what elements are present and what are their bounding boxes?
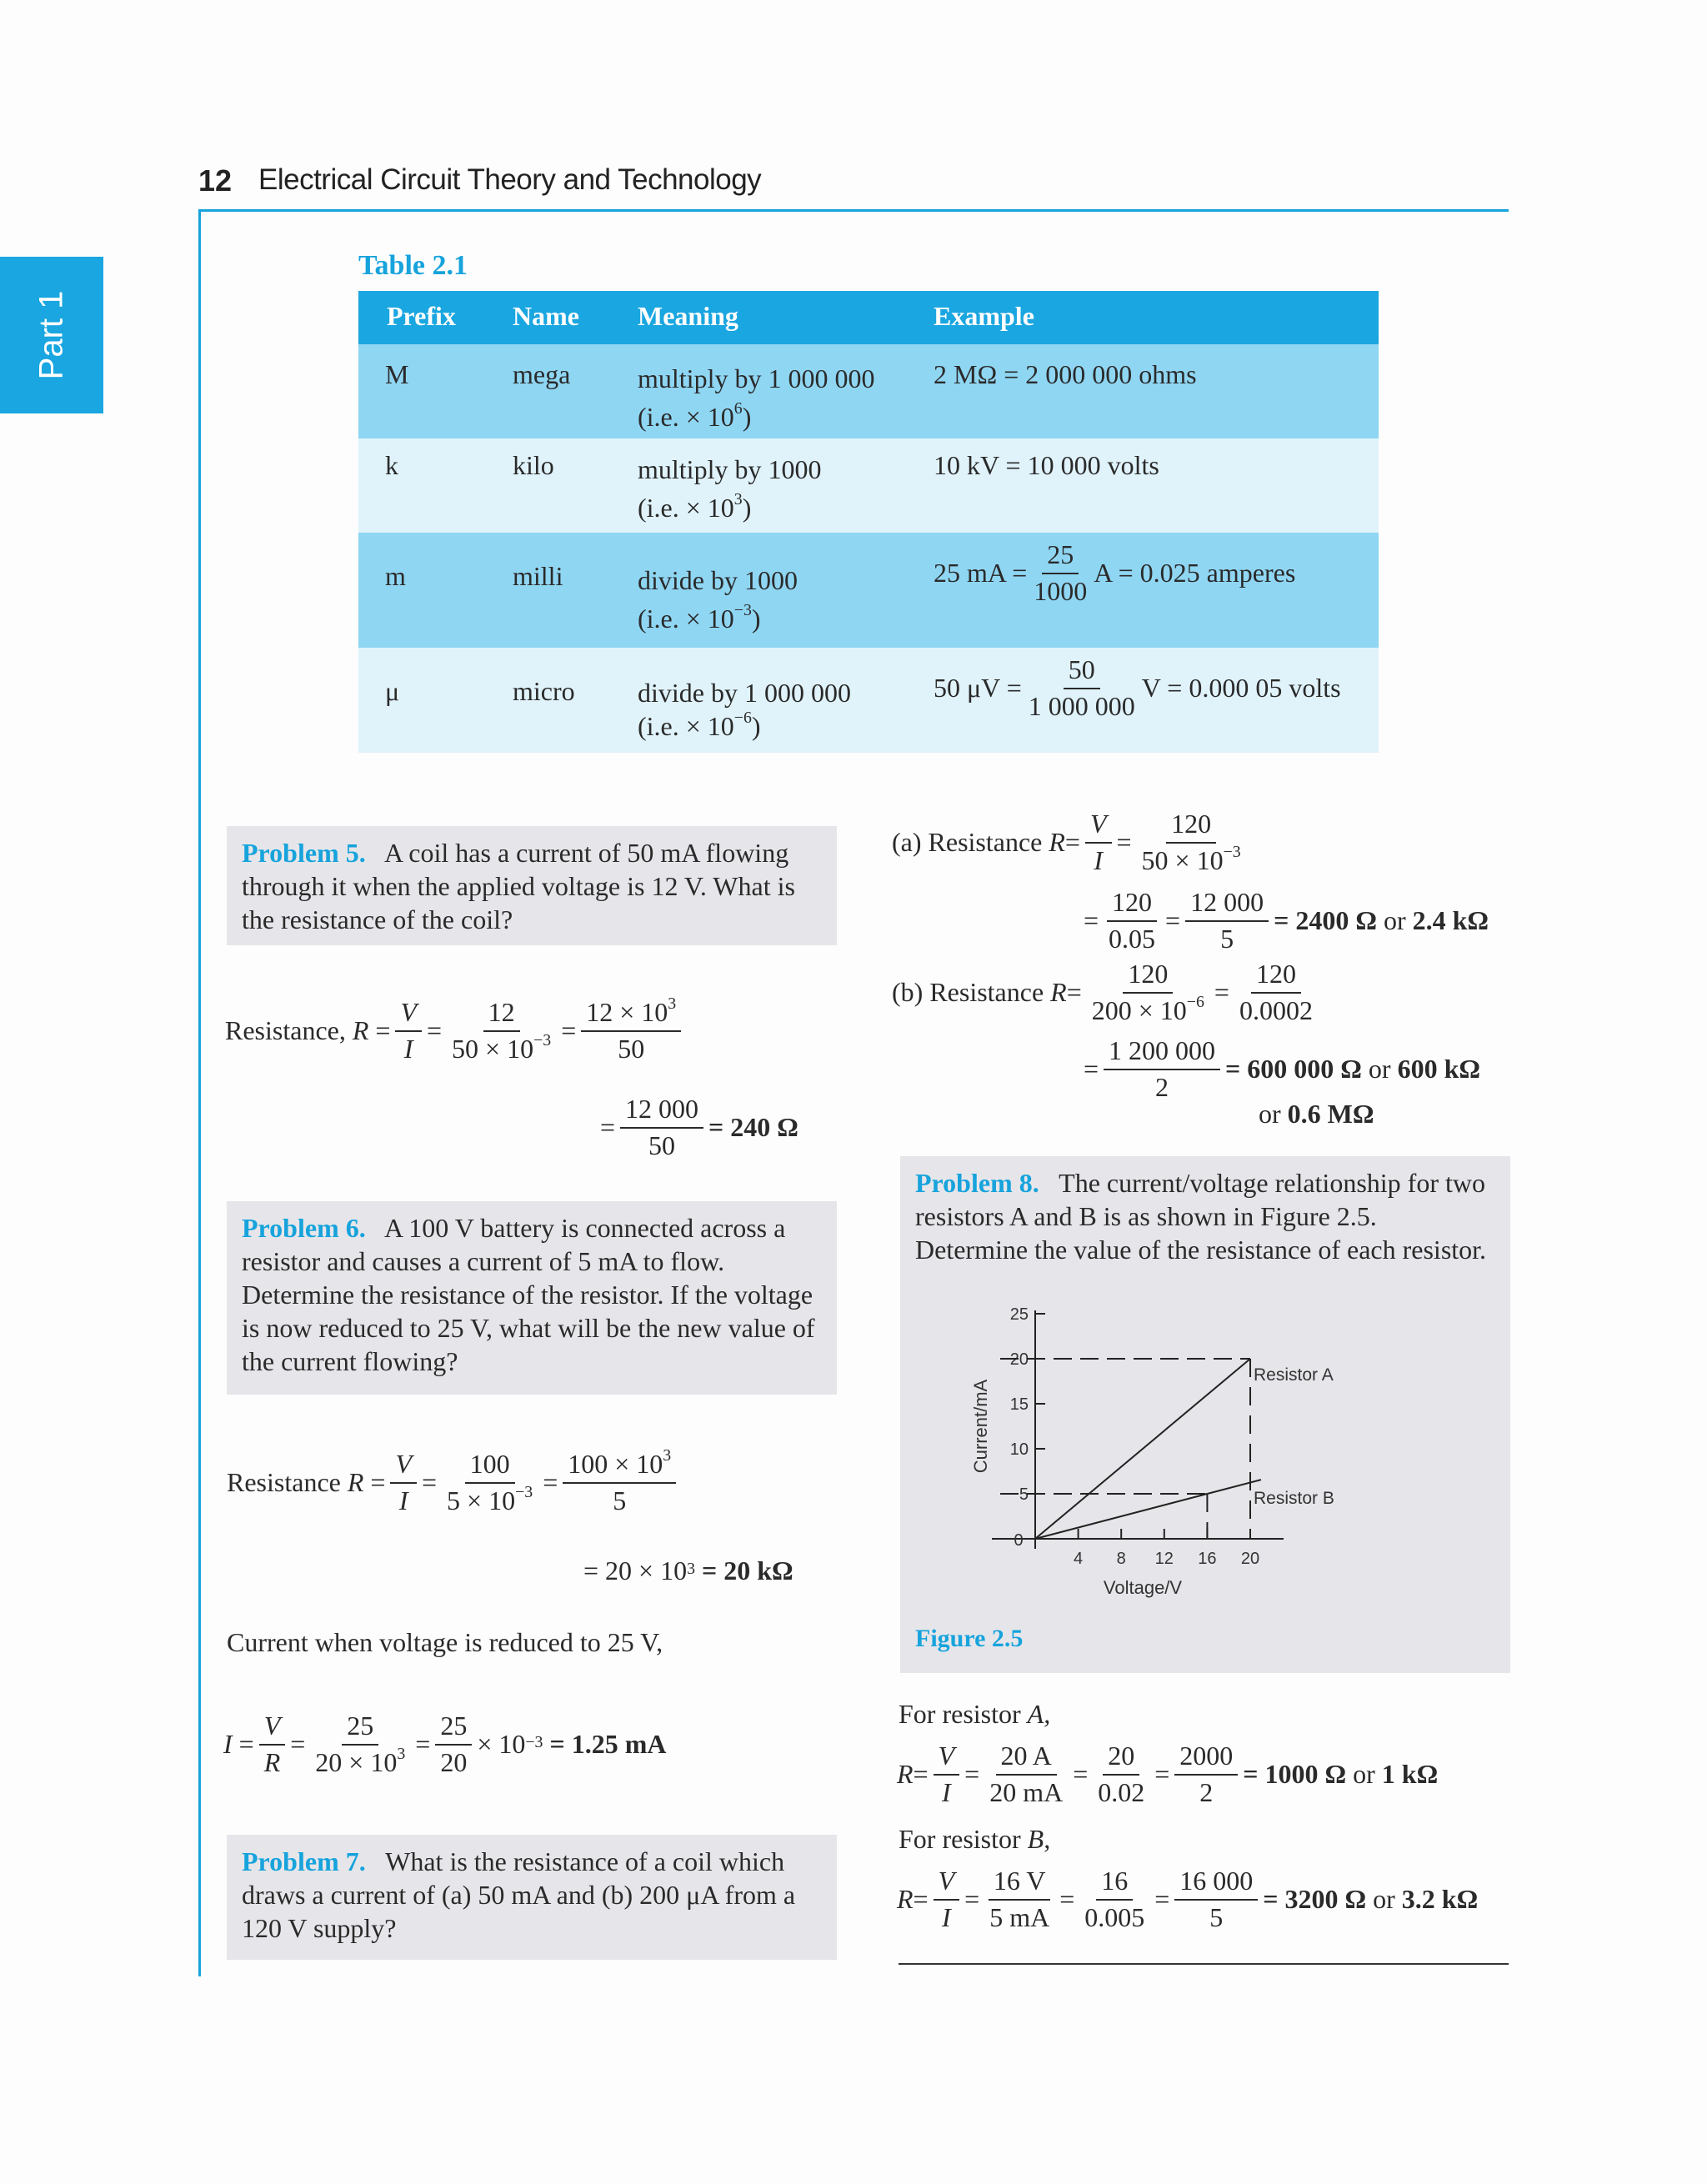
fraction bbox=[1234, 960, 1318, 1024]
symbol-r: R bbox=[897, 1884, 914, 1915]
problem-8-box bbox=[900, 1156, 1510, 1673]
figure-caption: Figure 2.5 bbox=[915, 1625, 1024, 1652]
answer: = 240 Ω bbox=[708, 1112, 798, 1143]
answer: 1 kΩ bbox=[1381, 1759, 1439, 1790]
meaning-line: divide by 1 000 000 bbox=[638, 678, 851, 708]
fraction-v-over-i bbox=[934, 1867, 960, 1931]
denominator-text: 50 × 10 bbox=[1141, 844, 1224, 875]
denominator bbox=[1087, 994, 1209, 1025]
exponent: −3 bbox=[515, 1482, 533, 1501]
example-fraction bbox=[1029, 541, 1092, 605]
meaning-exponent-line: (i.e. × $10^3$) bbox=[638, 490, 752, 523]
y-axis-label: Current/mA bbox=[970, 1379, 991, 1474]
answer: = 20 kΩ bbox=[702, 1555, 793, 1585]
numerator bbox=[581, 994, 681, 1032]
symbol-r: R bbox=[352, 1015, 369, 1046]
numerator bbox=[563, 1446, 676, 1484]
table-cell-prefix: μ bbox=[385, 676, 400, 706]
problem-label: Problem 5. bbox=[242, 838, 366, 868]
fraction bbox=[620, 1095, 703, 1160]
fraction bbox=[581, 994, 681, 1064]
problem-text: What is the resistance of a coil which draws a current of (a) 50 mA and (b) 200 μA from a 120 V supply? bbox=[242, 1846, 796, 1943]
header-rule bbox=[198, 209, 1509, 212]
section-end-rule bbox=[899, 1963, 1509, 1965]
symbol-r: R bbox=[347, 1467, 364, 1498]
denominator: I bbox=[942, 1901, 951, 1932]
example-tail: A = 0.025 amperes bbox=[1094, 558, 1296, 589]
denominator: 1000 bbox=[1034, 575, 1088, 606]
meaning-line: divide by 1000 bbox=[638, 565, 798, 595]
fraction-v-over-i bbox=[934, 1742, 960, 1806]
solution-lead: Resistance, bbox=[225, 1015, 346, 1046]
left-margin-rule bbox=[198, 209, 201, 1976]
denominator: 5 bbox=[613, 1485, 627, 1515]
table-cell-example bbox=[934, 541, 1295, 605]
fraction bbox=[1087, 960, 1209, 1024]
example-lead: 25 mA = bbox=[934, 558, 1028, 589]
fraction bbox=[447, 999, 556, 1063]
meaning-text: (i.e. × 10 bbox=[638, 493, 734, 523]
answer: 3.2 kΩ bbox=[1401, 1884, 1479, 1915]
table-cell-name: kilo bbox=[513, 450, 554, 480]
fraction-v-over-r bbox=[259, 1712, 286, 1776]
denominator: I bbox=[398, 1485, 408, 1515]
denominator bbox=[310, 1746, 410, 1777]
denominator: 5 bbox=[1209, 1901, 1224, 1932]
numerator: V bbox=[395, 999, 422, 1032]
resistor-symbol: B, bbox=[1027, 1824, 1051, 1854]
meaning-line: multiply by 1 000 000 bbox=[638, 363, 875, 393]
table-row bbox=[358, 648, 1379, 753]
exponent: −3 bbox=[533, 1030, 552, 1049]
problem-text: A 100 V battery is connected across a resistor and causes a current of 5 mA to flow. Determine the resistance of the resistor. If the voltage is now reduced to 25 V, what will be the new value of the current flowing? bbox=[242, 1213, 815, 1376]
col-header-meaning: Meaning bbox=[638, 301, 738, 331]
fraction bbox=[1104, 889, 1160, 953]
numerator: V bbox=[259, 1712, 286, 1746]
problem-text: A coil has a current of 50 mA flowing through it when the applied voltage is 12 V. What is the resistance of the coil? bbox=[242, 838, 795, 934]
numerator: 16 V bbox=[989, 1867, 1051, 1901]
meaning-exponent-line: (i.e. × $10^{-3}$) bbox=[638, 601, 761, 634]
denominator: 50 bbox=[618, 1033, 645, 1064]
numerator: 25 bbox=[342, 1712, 378, 1746]
y-tick-label: 5 bbox=[1019, 1485, 1029, 1504]
current-reduced-text: Current when voltage is reduced to 25 V, bbox=[227, 1627, 663, 1657]
meaning-text: (i.e. × 10 bbox=[638, 604, 734, 634]
fraction bbox=[563, 1446, 676, 1515]
fraction bbox=[435, 1712, 472, 1776]
symbol-r: R bbox=[1050, 977, 1067, 1008]
solution-7b-line-2: = $\frac{1 200 000}{2}$ = 600 000 Ω or 600 kΩ bbox=[1084, 1035, 1480, 1102]
exponent: 3 bbox=[668, 994, 677, 1014]
numerator: 100 bbox=[465, 1450, 515, 1484]
meaning-exponent-line: (i.e. × $10^{-6}$) bbox=[638, 709, 761, 741]
series-label-a: Resistor A bbox=[1254, 1365, 1334, 1385]
symbol-i: I bbox=[223, 1729, 233, 1760]
numerator: 12 000 bbox=[620, 1095, 703, 1129]
denominator bbox=[442, 1484, 538, 1515]
book-title: Electrical Circuit Theory and Technology bbox=[258, 163, 762, 196]
problem-text: The current/voltage relationship for two resistors A and B is as shown in Figure 2.5. Determine the value of the resistance of each resistor. bbox=[915, 1168, 1487, 1265]
denominator: 5 mA bbox=[989, 1901, 1050, 1932]
solution-6-line-1: Resistance R = $\frac{V}{I}$ = $\frac{100}{5 \times 10^{-3}}$ = $\frac{100 \times 10^3}{5}$ bbox=[227, 1450, 681, 1515]
denominator: 20 bbox=[440, 1746, 468, 1777]
solution-7a-line-1: (a) Resistance R = $\frac{V}{I}$ = $\frac{120}{50 \times 10^{-3}}$ bbox=[892, 810, 1251, 874]
problem-label: Problem 8. bbox=[915, 1168, 1039, 1198]
solution-8b: R = $\frac{V}{I}$ = $\frac{16 V}{5 mA}$ = $\frac{16}{0.005}$ = $\frac{16 000}{5}$ = 3200 Ω or 3.2 kΩ bbox=[897, 1866, 1479, 1932]
fraction bbox=[984, 1867, 1054, 1931]
table-cell-name: micro bbox=[513, 676, 575, 706]
or-text: or bbox=[1373, 1884, 1395, 1915]
series-line-a bbox=[1035, 1359, 1250, 1539]
fraction bbox=[1174, 1867, 1258, 1931]
multiplier: × 10 bbox=[477, 1729, 526, 1760]
denominator: I bbox=[403, 1033, 413, 1064]
denominator: 0.005 bbox=[1084, 1901, 1145, 1932]
fraction bbox=[1174, 1742, 1238, 1806]
x-tick-label: 12 bbox=[1154, 1550, 1174, 1568]
y-tick-label: 25 bbox=[1009, 1305, 1029, 1324]
meaning-text: (i.e. × 10 bbox=[638, 402, 734, 432]
col-header-name: Name bbox=[513, 301, 579, 331]
or-text: or bbox=[1353, 1759, 1375, 1790]
y-tick-label: 10 bbox=[1009, 1440, 1029, 1459]
numerator-text: 12 × 10 bbox=[586, 997, 668, 1027]
answer: = 3200 Ω bbox=[1263, 1884, 1367, 1915]
denominator: 0.05 bbox=[1109, 923, 1156, 954]
meaning-text: (i.e. × 10 bbox=[638, 711, 734, 741]
denominator-text: 50 × 10 bbox=[452, 1033, 534, 1064]
fraction bbox=[442, 1450, 538, 1515]
table-header-row bbox=[358, 291, 1379, 344]
denominator: 2 bbox=[1155, 1071, 1169, 1102]
meaning-exponent: −6 bbox=[733, 709, 752, 728]
solution-7b-line-3 bbox=[1259, 1099, 1374, 1130]
denominator: I bbox=[1094, 844, 1104, 875]
numerator: 12 000 bbox=[1185, 889, 1269, 922]
numerator-text: 100 × 10 bbox=[568, 1449, 663, 1479]
fraction bbox=[1093, 1742, 1149, 1806]
denominator: 5 bbox=[1220, 923, 1234, 954]
answer: 2.4 kΩ bbox=[1412, 905, 1489, 936]
table-cell-prefix: M bbox=[385, 359, 409, 389]
solution-8a: R = $\frac{V}{I}$ = $\frac{20 A}{20 mA}$ = $\frac{20}{0.02}$ = $\frac{2000}{2}$ = 1000 Ω or 1 kΩ bbox=[897, 1741, 1439, 1807]
fraction bbox=[984, 1742, 1068, 1806]
table-cell-meaning bbox=[638, 561, 798, 638]
y-tick-label: 15 bbox=[1009, 1395, 1029, 1414]
fraction bbox=[1185, 889, 1269, 953]
table-cell-example bbox=[934, 656, 1341, 720]
problem-5-box bbox=[227, 826, 837, 945]
for-text: For resistor bbox=[899, 1824, 1021, 1854]
problem-label: Problem 7. bbox=[242, 1846, 366, 1876]
solution-lead: (b) Resistance bbox=[892, 977, 1044, 1008]
answer: 600 kΩ bbox=[1397, 1054, 1480, 1084]
answer: = 2400 Ω bbox=[1274, 905, 1377, 936]
y-tick-label: 20 bbox=[1009, 1350, 1029, 1369]
table-cell-meaning bbox=[638, 450, 821, 527]
denominator: R bbox=[263, 1746, 281, 1777]
numerator: 50 bbox=[1064, 656, 1100, 689]
fraction-v-over-i bbox=[390, 1450, 417, 1515]
meaning-exponent: 6 bbox=[733, 399, 743, 418]
numerator: 120 bbox=[1251, 960, 1301, 994]
denominator-text: 200 × 10 bbox=[1091, 994, 1187, 1025]
meaning-line: multiply by 1000 bbox=[638, 454, 822, 484]
solution-lead: Resistance bbox=[227, 1467, 341, 1498]
meaning-exponent: −3 bbox=[733, 601, 752, 620]
table-caption: Table 2.1 bbox=[358, 250, 468, 281]
numerator: V bbox=[934, 1867, 960, 1901]
answer: 0.6 MΩ bbox=[1287, 1099, 1374, 1129]
example-fraction bbox=[1024, 656, 1140, 720]
numerator: 25 bbox=[435, 1712, 472, 1746]
denominator: 0.02 bbox=[1098, 1776, 1145, 1807]
equation-text: = 20 × 10 bbox=[583, 1555, 688, 1585]
for-resistor-a bbox=[899, 1699, 1050, 1730]
numerator: 1 200 000 bbox=[1104, 1037, 1220, 1070]
solution-5-line-2: = $\frac{12 000}{50}$ = 240 Ω bbox=[600, 1094, 798, 1160]
x-tick-label: 16 bbox=[1198, 1550, 1217, 1568]
fraction bbox=[310, 1712, 410, 1776]
solution-5-line-1: Resistance, R = $\frac{V}{I}$ = $\frac{12}{50 \times 10^{-3}}$ = $\frac{12 \times 10^3}{50}$ bbox=[225, 999, 686, 1063]
table-row bbox=[358, 533, 1379, 648]
solution-lead: (a) Resistance bbox=[892, 827, 1043, 858]
or-text: or bbox=[1383, 905, 1406, 936]
denominator-text: 20 × 10 bbox=[315, 1746, 398, 1777]
symbol-r: R bbox=[897, 1759, 914, 1790]
or-text: or bbox=[1259, 1099, 1281, 1129]
or-text: or bbox=[1368, 1054, 1391, 1084]
for-text: For resistor bbox=[899, 1699, 1021, 1729]
denominator: 50 bbox=[648, 1130, 676, 1160]
answer: = 1000 Ω bbox=[1243, 1759, 1347, 1790]
part-tab-label: Part 1 bbox=[33, 290, 70, 380]
prefix-table bbox=[358, 291, 1379, 753]
x-tick-label: 20 bbox=[1240, 1550, 1260, 1568]
denominator: I bbox=[942, 1776, 951, 1807]
numerator: 120 bbox=[1123, 960, 1173, 994]
problem-label: Problem 6. bbox=[242, 1213, 366, 1243]
table-cell-name: milli bbox=[513, 561, 563, 591]
numerator: 12 bbox=[483, 999, 520, 1032]
denominator: 0.0002 bbox=[1239, 994, 1313, 1025]
resistor-symbol: A, bbox=[1027, 1699, 1051, 1729]
exponent: 3 bbox=[397, 1744, 406, 1763]
problem-6-box bbox=[227, 1201, 837, 1395]
table-cell-meaning bbox=[638, 359, 874, 436]
answer: = 1.25 mA bbox=[549, 1729, 667, 1760]
numerator: 16 000 bbox=[1174, 1867, 1258, 1901]
symbol-r: R bbox=[1049, 827, 1065, 858]
for-resistor-b bbox=[899, 1824, 1050, 1855]
table-cell-prefix: m bbox=[385, 561, 406, 591]
fraction-v-over-i bbox=[1085, 810, 1112, 874]
numerator: 2000 bbox=[1174, 1742, 1238, 1776]
exponent: −3 bbox=[1223, 842, 1241, 861]
meaning-exponent: 3 bbox=[733, 490, 743, 509]
numerator: 20 bbox=[1103, 1742, 1139, 1776]
col-header-prefix: Prefix bbox=[387, 301, 456, 331]
denominator: 1 000 000 bbox=[1028, 690, 1135, 721]
col-header-example: Example bbox=[934, 301, 1034, 331]
x-tick-label: 4 bbox=[1074, 1550, 1084, 1568]
table-cell-name: mega bbox=[513, 359, 571, 389]
numerator: V bbox=[934, 1742, 960, 1776]
x-tick-label: 8 bbox=[1116, 1550, 1126, 1568]
table-cell-example: 10 kV = 10 000 volts bbox=[934, 450, 1159, 480]
fraction bbox=[1104, 1037, 1220, 1101]
numerator: V bbox=[1085, 810, 1112, 844]
solution-6-line-3: I = $\frac{V}{R}$ = $\frac{25}{20 \times 10^3}$ = $\frac{25}{20}$ × 10 $^{-3}$ = 1.25 mA bbox=[223, 1711, 667, 1777]
denominator: 2 bbox=[1199, 1776, 1214, 1807]
table-row bbox=[358, 344, 1379, 438]
meaning-exponent-line: (i.e. × $10^6$) bbox=[638, 399, 752, 432]
numerator: V bbox=[390, 1450, 417, 1484]
fraction bbox=[1137, 810, 1246, 874]
numerator: 120 bbox=[1107, 889, 1157, 922]
problem-7-box bbox=[227, 1835, 837, 1960]
table-cell-prefix: k bbox=[385, 450, 398, 480]
denominator bbox=[447, 1032, 556, 1064]
numerator: 16 bbox=[1096, 1867, 1133, 1901]
figure-2-5-chart bbox=[900, 1298, 1510, 1598]
origin-label: 0 bbox=[1014, 1531, 1024, 1550]
x-axis-label: Voltage/V bbox=[1103, 1577, 1183, 1598]
solution-7b-line-1: (b) Resistance R = $\frac{120}{200 \times 10^{-6}}$ = $\frac{120}{0.0002}$ bbox=[892, 960, 1323, 1024]
exponent: −6 bbox=[1186, 992, 1204, 1011]
example-tail: V = 0.000 05 volts bbox=[1141, 673, 1341, 704]
denominator bbox=[1137, 844, 1246, 875]
table-row bbox=[358, 438, 1379, 533]
table-cell-meaning bbox=[638, 676, 851, 743]
numerator: 25 bbox=[1042, 541, 1079, 574]
solution-6-line-2: = 20 × 10 $^3$ = 20 kΩ bbox=[583, 1555, 793, 1585]
fraction bbox=[1079, 1867, 1149, 1931]
problem-8-text-block bbox=[915, 1166, 1495, 1266]
denominator-text: 5 × 10 bbox=[447, 1485, 516, 1515]
numerator: 120 bbox=[1166, 810, 1216, 844]
example-lead: 50 μV = bbox=[934, 673, 1022, 704]
solution-7a-line-2: = $\frac{120}{0.05}$ = $\frac{12 000}{5}$ = 2400 Ω or 2.4 kΩ bbox=[1084, 887, 1489, 954]
exponent: 3 bbox=[663, 1446, 672, 1465]
fraction-v-over-i bbox=[395, 999, 422, 1063]
numerator: 20 A bbox=[996, 1742, 1057, 1776]
denominator: 20 mA bbox=[989, 1776, 1064, 1807]
table-cell-example: 2 MΩ = 2 000 000 ohms bbox=[934, 359, 1197, 389]
page-number: 12 bbox=[198, 163, 233, 198]
answer: = 600 000 Ω bbox=[1225, 1054, 1362, 1084]
part-tab bbox=[0, 257, 103, 413]
series-label-b: Resistor B bbox=[1254, 1489, 1334, 1508]
